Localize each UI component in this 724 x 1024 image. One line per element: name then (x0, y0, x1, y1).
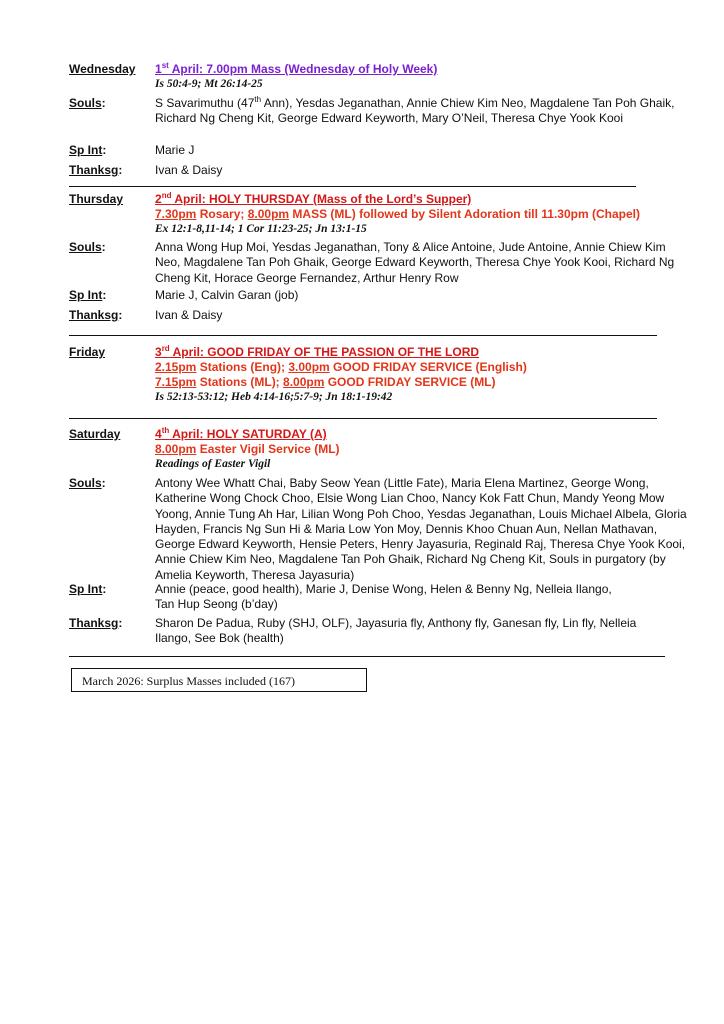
wednesday-heading: 1st April: 7.00pm Mass (Wednesday of Holy Week) (155, 61, 438, 76)
saturday-thanksg: Sharon De Padua, Ruby (SHJ, OLF), Jayasuria fly, Anthony fly, Ganesan fly, Lin fly, Nelleia Ilango, See Bok (health) (155, 616, 637, 646)
divider (69, 656, 665, 657)
wednesday-readings: Is 50:4-9; Mt 26:14-25 (155, 78, 263, 90)
thursday-heading: 2nd April: HOLY THURSDAY (Mass of the Lord’s Supper) (155, 191, 472, 206)
saturday-day-label: Saturday (69, 427, 121, 441)
wednesday-spint: Marie J (155, 143, 195, 157)
wednesday-souls-label: Souls: (69, 96, 106, 110)
friday-schedule-2: 7.15pm Stations (ML); 8.00pm GOOD FRIDAY SERVICE (ML) (155, 375, 496, 389)
divider (69, 335, 657, 336)
wednesday-spint-label: Sp Int: (69, 143, 107, 157)
saturday-spint: Annie (peace, good health), Marie J, Denise Wong, Helen & Benny Ng, Nelleia Ilango, Tan Hup Seong (b’day) (155, 582, 612, 612)
saturday-spint-label: Sp Int: (69, 582, 107, 596)
friday-readings: Is 52:13-53:12; Heb 4:14-16;5:7-9; Jn 18:1-19:42 (155, 391, 393, 403)
thursday-spint: Marie J, Calvin Garan (job) (155, 288, 299, 302)
wednesday-thanksg-label: Thanksg: (69, 163, 123, 177)
thursday-thanksg: Ivan & Daisy (155, 308, 223, 322)
thursday-day-label: Thursday (69, 192, 124, 206)
thursday-souls-label: Souls: (69, 240, 106, 254)
wednesday-thanksg: Ivan & Daisy (155, 163, 223, 177)
friday-heading: 3rd April: GOOD FRIDAY OF THE PASSION OF THE LORD (155, 344, 480, 359)
wednesday-day-label: Wednesday (69, 62, 136, 76)
wednesday-souls: S Savarimuthu (47th Ann), Yesdas Jeganathan, Annie Chiew Kim Neo, Magdalene Tan Poh Ghaik, Richard Ng Cheng Kit, George Edward Keyworth, Mary O’Neil, Theresa Chye Yook Kooi (155, 95, 675, 126)
saturday-schedule: 8.00pm Easter Vigil Service (ML) (155, 442, 340, 456)
saturday-readings: Readings of Easter Vigil (155, 458, 271, 470)
saturday-souls-label: Souls: (69, 476, 106, 490)
thursday-spint-label: Sp Int: (69, 288, 107, 302)
friday-schedule-1: 2.15pm Stations (Eng); 3.00pm GOOD FRIDAY SERVICE (English) (155, 360, 527, 374)
divider (69, 418, 657, 419)
thursday-souls: Anna Wong Hup Moi, Yesdas Jeganathan, Tony & Alice Antoine, Jude Antoine, Annie Chiew Kim Neo, Magdalene Tan Poh Ghaik, George Edward Keyworth, Theresa Chye Yook Kooi, Richard Ng Cheng Kit, Horace George Fernandez, Arthur Henry Row (155, 240, 675, 285)
thursday-thanksg-label: Thanksg: (69, 308, 123, 322)
thursday-schedule: 7.30pm Rosary; 8.00pm MASS (ML) followed by Silent Adoration till 11.30pm (Chapel) (155, 207, 640, 221)
friday-day-label: Friday (69, 345, 106, 359)
saturday-heading: 4th April: HOLY SATURDAY (A) (155, 426, 327, 441)
thursday-readings: Ex 12:1-8,11-14; 1 Cor 11:23-25; Jn 13:1-15 (155, 223, 367, 235)
saturday-souls: Antony Wee Whatt Chai, Baby Seow Yean (Little Fate), Maria Elena Martinez, George Wong, Katherine Wong Chock Choo, Elsie Wong Lian Choo, Nancy Kok Fatt Chun, Mandy Yeong Mow Yoong, Annie Tung Ah Har, Lilian Wong Poh Choo, Yesdas Jeganathan, Louis Michael Albela, Gloria Hayden, Francis Ng Sun Hi & Maria Low Yon Moy, Dennis Khoo Chuan Aun, Nellan Mathavan, George Edward Keyworth, Hensie Peters, Henry Jayasuria, Reginald Raj, Theresa Chye Yook Kooi, Annie Chiew Kim Neo, Magdalene Tan Poh Ghaik, Richard Ng Cheng Kit, Souls in purgatory (by Amelia Keyworth, Theresa Jayasuria) (155, 476, 687, 582)
saturday-thanksg-label: Thanksg: (69, 616, 123, 630)
divider (69, 186, 636, 187)
surplus-masses-note: March 2026: Surplus Masses included (167) (71, 668, 367, 692)
